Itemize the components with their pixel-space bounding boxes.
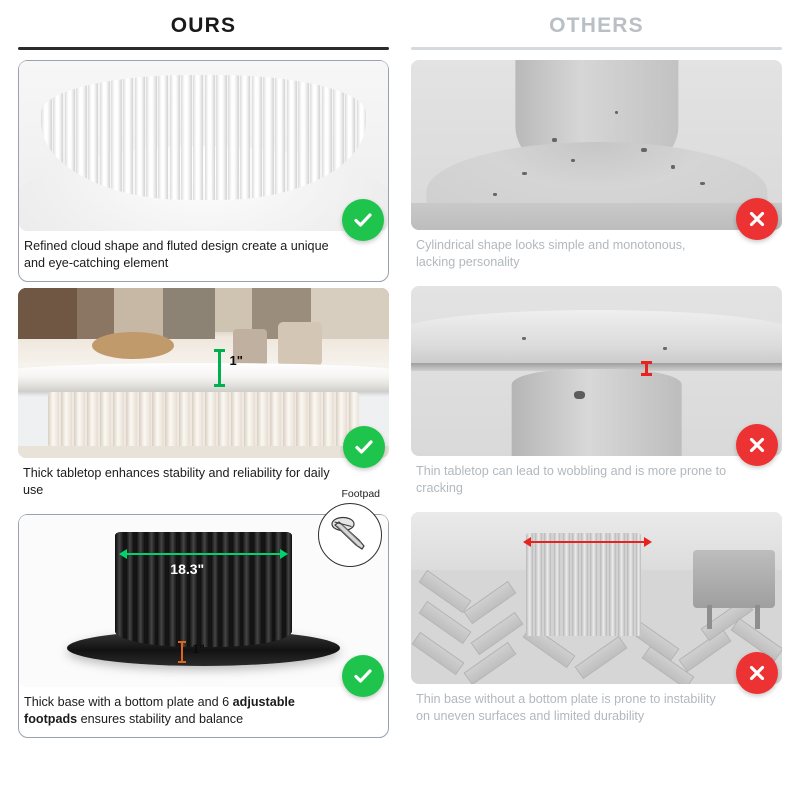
plate-thickness-bar [181,641,183,663]
ours-row-2 [18,288,389,508]
others-row-2 [411,286,782,506]
others-image-thin-base [411,512,782,684]
ours-caption-3 [19,687,388,737]
plate-thickness-label: 1" [192,642,205,657]
ours-image-thick-top [18,288,389,458]
others-image-cylinder [411,60,782,230]
ours-caption-3-post: ensures stability and balance [77,711,244,726]
ours-row-1 [18,60,389,282]
screw-icon [328,515,372,555]
others-caption-1: Cylindrical shape looks simple and monotonous, lacking personality [416,238,686,269]
thickness-measure-bar [218,349,221,386]
ours-column [18,14,400,790]
others-title-rule [411,47,782,50]
width-measure-arrow [126,553,281,555]
ours-title: OURS [170,14,237,37]
others-caption-2: Thin tabletop can lead to wobbling and is more prone to cracking [416,464,727,495]
others-caption-3: Thin base without a bottom plate is prone to instability on uneven surfaces and limited durability [416,692,716,723]
cross-badge [736,652,778,694]
ours-caption-1: Refined cloud shape and fluted design create a unique and eye-catching element [24,239,329,270]
ours-image-cloud-top [19,61,388,231]
ours-title-rule [18,47,389,50]
footpad-callout-label: Footpad [341,488,380,500]
others-title: OTHERS [549,14,644,37]
check-badge [343,426,385,468]
thin-base-width-arrow [530,541,645,543]
width-measure-label: 18.3" [170,561,205,578]
others-image-thin-top [411,286,782,456]
others-column [400,14,782,790]
others-row-1 [411,60,782,280]
thin-top-measure-bar [645,361,648,376]
others-row-3 [411,512,782,734]
ours-caption-3-pre: Thick base with a bottom plate and 6 [24,695,233,709]
cross-badge [736,198,778,240]
check-badge [342,655,384,697]
thickness-measure-label: 1" [229,352,243,368]
ours-caption-3-bold: adjustable footpads [24,695,295,726]
ours-row-3 [18,488,389,738]
ours-caption-2: Thick tabletop enhances stability and reliability for daily use [23,466,330,497]
footpad-callout [318,503,382,567]
comparison-columns [18,14,782,790]
check-badge [342,199,384,241]
cross-badge [736,424,778,466]
